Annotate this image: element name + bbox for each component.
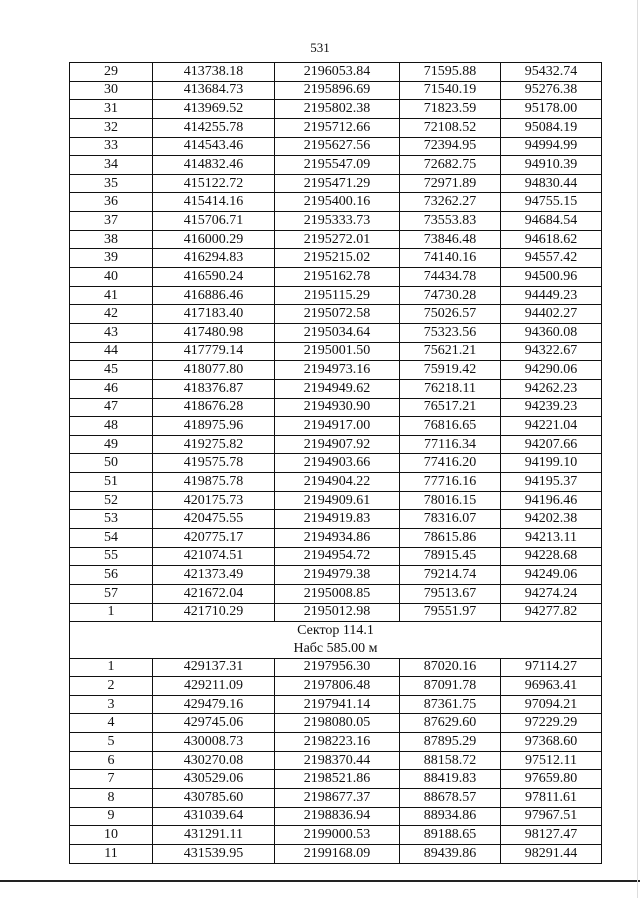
point-number-cell: 9	[70, 807, 153, 826]
coord-y-cell: 2195001.50	[275, 342, 400, 361]
coord-x-cell: 414832.46	[153, 156, 275, 175]
point-number-cell: 50	[70, 454, 153, 473]
coord-x-cell: 418376.87	[153, 379, 275, 398]
coord-x-cell: 416294.83	[153, 249, 275, 268]
table-row	[70, 323, 602, 342]
sector-title: Сектор 114.1	[70, 622, 602, 640]
point-number-cell: 2	[70, 677, 153, 696]
coord-y-cell: 2195034.64	[275, 323, 400, 342]
coord-y-cell: 2195272.01	[275, 230, 400, 249]
local-x-cell: 79214.74	[400, 566, 501, 585]
coord-y-cell: 2195333.73	[275, 212, 400, 231]
local-x-cell: 76816.65	[400, 417, 501, 436]
table-row	[70, 603, 602, 622]
point-number-cell: 6	[70, 751, 153, 770]
local-x-cell: 72394.95	[400, 137, 501, 156]
local-y-cell: 95432.74	[501, 63, 602, 82]
local-x-cell: 79551.97	[400, 603, 501, 622]
local-x-cell: 87091.78	[400, 677, 501, 696]
table-row	[70, 788, 602, 807]
local-x-cell: 71823.59	[400, 100, 501, 119]
coord-y-cell: 2197806.48	[275, 677, 400, 696]
coord-x-cell: 416886.46	[153, 286, 275, 305]
coord-x-cell: 419875.78	[153, 473, 275, 492]
coord-y-cell: 2198677.37	[275, 788, 400, 807]
table-row	[70, 584, 602, 603]
point-number-cell: 1	[70, 603, 153, 622]
coord-x-cell: 418975.96	[153, 417, 275, 436]
local-y-cell: 97114.27	[501, 658, 602, 677]
point-number-cell: 51	[70, 473, 153, 492]
local-x-cell: 75919.42	[400, 361, 501, 380]
point-number-cell: 44	[70, 342, 153, 361]
coord-x-cell: 421373.49	[153, 566, 275, 585]
point-number-cell: 33	[70, 137, 153, 156]
table-row	[70, 844, 602, 863]
point-number-cell: 8	[70, 788, 153, 807]
point-number-cell: 3	[70, 695, 153, 714]
local-y-cell: 95084.19	[501, 118, 602, 137]
point-number-cell: 48	[70, 417, 153, 436]
point-number-cell: 47	[70, 398, 153, 417]
local-x-cell: 78915.45	[400, 547, 501, 566]
local-y-cell: 97967.51	[501, 807, 602, 826]
coord-x-cell: 415122.72	[153, 174, 275, 193]
coord-y-cell: 2194934.86	[275, 529, 400, 548]
table-row	[70, 398, 602, 417]
point-number-cell: 49	[70, 435, 153, 454]
point-number-cell: 11	[70, 844, 153, 863]
local-y-cell: 94195.37	[501, 473, 602, 492]
local-y-cell: 94239.23	[501, 398, 602, 417]
coord-x-cell: 419275.82	[153, 435, 275, 454]
sector-height-row	[70, 640, 602, 658]
local-y-cell: 94221.04	[501, 417, 602, 436]
local-x-cell: 75621.21	[400, 342, 501, 361]
coord-y-cell: 2195802.38	[275, 100, 400, 119]
table-row	[70, 566, 602, 585]
table-row	[70, 658, 602, 677]
coord-y-cell: 2195896.69	[275, 81, 400, 100]
local-y-cell: 94322.67	[501, 342, 602, 361]
table-row	[70, 435, 602, 454]
coord-x-cell: 415706.71	[153, 212, 275, 231]
table-row	[70, 807, 602, 826]
local-x-cell: 87361.75	[400, 695, 501, 714]
coord-y-cell: 2199168.09	[275, 844, 400, 863]
coord-y-cell: 2194949.62	[275, 379, 400, 398]
coord-x-cell: 413738.18	[153, 63, 275, 82]
table-row	[70, 193, 602, 212]
table-row	[70, 529, 602, 548]
coord-x-cell: 417183.40	[153, 305, 275, 324]
local-y-cell: 97811.61	[501, 788, 602, 807]
coord-y-cell: 2195547.09	[275, 156, 400, 175]
coord-x-cell: 413684.73	[153, 81, 275, 100]
local-x-cell: 88678.57	[400, 788, 501, 807]
table-row	[70, 81, 602, 100]
local-x-cell: 89188.65	[400, 826, 501, 845]
local-y-cell: 94618.62	[501, 230, 602, 249]
local-x-cell: 74140.16	[400, 249, 501, 268]
coord-x-cell: 417480.98	[153, 323, 275, 342]
coord-x-cell: 416000.29	[153, 230, 275, 249]
coordinates-table-body	[70, 63, 602, 864]
local-x-cell: 75026.57	[400, 305, 501, 324]
scan-bottom-edge	[0, 880, 640, 882]
local-y-cell: 94213.11	[501, 529, 602, 548]
coord-x-cell: 420175.73	[153, 491, 275, 510]
table-row	[70, 733, 602, 752]
coord-x-cell: 418077.80	[153, 361, 275, 380]
coord-x-cell: 420775.17	[153, 529, 275, 548]
point-number-cell: 29	[70, 63, 153, 82]
local-x-cell: 73553.83	[400, 212, 501, 231]
coord-y-cell: 2195712.66	[275, 118, 400, 137]
local-y-cell: 94830.44	[501, 174, 602, 193]
local-x-cell: 78615.86	[400, 529, 501, 548]
point-number-cell: 7	[70, 770, 153, 789]
coord-x-cell: 429211.09	[153, 677, 275, 696]
local-y-cell: 96963.41	[501, 677, 602, 696]
coord-y-cell: 2197956.30	[275, 658, 400, 677]
table-row	[70, 751, 602, 770]
local-x-cell: 73846.48	[400, 230, 501, 249]
local-x-cell: 87020.16	[400, 658, 501, 677]
coord-x-cell: 431291.11	[153, 826, 275, 845]
table-row	[70, 491, 602, 510]
local-y-cell: 94910.39	[501, 156, 602, 175]
coord-x-cell: 431539.95	[153, 844, 275, 863]
point-number-cell: 54	[70, 529, 153, 548]
point-number-cell: 4	[70, 714, 153, 733]
coord-y-cell: 2195627.56	[275, 137, 400, 156]
point-number-cell: 53	[70, 510, 153, 529]
local-x-cell: 78016.15	[400, 491, 501, 510]
coord-y-cell: 2194930.90	[275, 398, 400, 417]
table-row	[70, 695, 602, 714]
coord-y-cell: 2195400.16	[275, 193, 400, 212]
table-row	[70, 305, 602, 324]
coord-x-cell: 429479.16	[153, 695, 275, 714]
local-y-cell: 97094.21	[501, 695, 602, 714]
coord-y-cell: 2198836.94	[275, 807, 400, 826]
coord-y-cell: 2198080.05	[275, 714, 400, 733]
local-y-cell: 94755.15	[501, 193, 602, 212]
coord-y-cell: 2195012.98	[275, 603, 400, 622]
point-number-cell: 43	[70, 323, 153, 342]
coord-x-cell: 421672.04	[153, 584, 275, 603]
coord-y-cell: 2198521.86	[275, 770, 400, 789]
point-number-cell: 42	[70, 305, 153, 324]
local-x-cell: 76517.21	[400, 398, 501, 417]
local-x-cell: 74730.28	[400, 286, 501, 305]
coord-x-cell: 416590.24	[153, 268, 275, 287]
scan-right-edge	[637, 0, 638, 898]
local-y-cell: 94202.38	[501, 510, 602, 529]
point-number-cell: 36	[70, 193, 153, 212]
coord-x-cell: 421710.29	[153, 603, 275, 622]
point-number-cell: 56	[70, 566, 153, 585]
local-y-cell: 94196.46	[501, 491, 602, 510]
local-y-cell: 97659.80	[501, 770, 602, 789]
coord-y-cell: 2194903.66	[275, 454, 400, 473]
point-number-cell: 39	[70, 249, 153, 268]
coord-x-cell: 430785.60	[153, 788, 275, 807]
coord-x-cell: 418676.28	[153, 398, 275, 417]
local-x-cell: 75323.56	[400, 323, 501, 342]
table-row	[70, 137, 602, 156]
local-y-cell: 94290.06	[501, 361, 602, 380]
local-x-cell: 72971.89	[400, 174, 501, 193]
local-y-cell: 94360.08	[501, 323, 602, 342]
local-y-cell: 98291.44	[501, 844, 602, 863]
local-x-cell: 87629.60	[400, 714, 501, 733]
coord-y-cell: 2194907.92	[275, 435, 400, 454]
point-number-cell: 40	[70, 268, 153, 287]
local-x-cell: 71595.88	[400, 63, 501, 82]
local-y-cell: 94684.54	[501, 212, 602, 231]
coord-y-cell: 2195008.85	[275, 584, 400, 603]
table-row	[70, 770, 602, 789]
point-number-cell: 46	[70, 379, 153, 398]
local-x-cell: 77116.34	[400, 435, 501, 454]
table-row	[70, 249, 602, 268]
table-row	[70, 230, 602, 249]
coord-x-cell: 429745.06	[153, 714, 275, 733]
local-y-cell: 95178.00	[501, 100, 602, 119]
table-row	[70, 379, 602, 398]
table-row	[70, 826, 602, 845]
point-number-cell: 57	[70, 584, 153, 603]
table-row	[70, 510, 602, 529]
local-x-cell: 76218.11	[400, 379, 501, 398]
point-number-cell: 1	[70, 658, 153, 677]
coord-x-cell: 413969.52	[153, 100, 275, 119]
coord-y-cell: 2194909.61	[275, 491, 400, 510]
local-x-cell: 87895.29	[400, 733, 501, 752]
point-number-cell: 38	[70, 230, 153, 249]
coord-y-cell: 2197941.14	[275, 695, 400, 714]
table-row	[70, 677, 602, 696]
coord-y-cell: 2195072.58	[275, 305, 400, 324]
local-y-cell: 94228.68	[501, 547, 602, 566]
coord-y-cell: 2195471.29	[275, 174, 400, 193]
local-x-cell: 88158.72	[400, 751, 501, 770]
table-row	[70, 342, 602, 361]
coord-y-cell: 2195115.29	[275, 286, 400, 305]
coord-y-cell: 2195215.02	[275, 249, 400, 268]
table-row	[70, 473, 602, 492]
coord-x-cell: 417779.14	[153, 342, 275, 361]
local-y-cell: 97512.11	[501, 751, 602, 770]
local-x-cell: 73262.27	[400, 193, 501, 212]
point-number-cell: 45	[70, 361, 153, 380]
local-y-cell: 95276.38	[501, 81, 602, 100]
local-x-cell: 88419.83	[400, 770, 501, 789]
table-row	[70, 156, 602, 175]
local-y-cell: 94274.24	[501, 584, 602, 603]
page-number: 531	[310, 40, 330, 55]
table-row	[70, 417, 602, 436]
local-y-cell: 94249.06	[501, 566, 602, 585]
coord-y-cell: 2195162.78	[275, 268, 400, 287]
local-y-cell: 94199.10	[501, 454, 602, 473]
point-number-cell: 32	[70, 118, 153, 137]
point-number-cell: 5	[70, 733, 153, 752]
local-x-cell: 77416.20	[400, 454, 501, 473]
coord-x-cell: 431039.64	[153, 807, 275, 826]
coord-x-cell: 429137.31	[153, 658, 275, 677]
coord-y-cell: 2199000.53	[275, 826, 400, 845]
local-y-cell: 94262.23	[501, 379, 602, 398]
local-y-cell: 97368.60	[501, 733, 602, 752]
table-row	[70, 361, 602, 380]
point-number-cell: 10	[70, 826, 153, 845]
table-row	[70, 118, 602, 137]
coord-y-cell: 2194954.72	[275, 547, 400, 566]
point-number-cell: 34	[70, 156, 153, 175]
local-y-cell: 94402.27	[501, 305, 602, 324]
point-number-cell: 55	[70, 547, 153, 566]
point-number-cell: 31	[70, 100, 153, 119]
coord-x-cell: 415414.16	[153, 193, 275, 212]
table-row	[70, 454, 602, 473]
local-y-cell: 94277.82	[501, 603, 602, 622]
coordinates-table	[69, 62, 602, 864]
sector-height: Набс 585.00 м	[70, 640, 602, 658]
table-row	[70, 547, 602, 566]
table-row	[70, 63, 602, 82]
table-row	[70, 268, 602, 287]
local-x-cell: 78316.07	[400, 510, 501, 529]
coord-y-cell: 2194973.16	[275, 361, 400, 380]
local-y-cell: 94557.42	[501, 249, 602, 268]
coord-x-cell: 430270.08	[153, 751, 275, 770]
coord-y-cell: 2194904.22	[275, 473, 400, 492]
table-row	[70, 714, 602, 733]
table-row	[70, 212, 602, 231]
coord-x-cell: 414255.78	[153, 118, 275, 137]
local-x-cell: 74434.78	[400, 268, 501, 287]
point-number-cell: 41	[70, 286, 153, 305]
point-number-cell: 30	[70, 81, 153, 100]
point-number-cell: 35	[70, 174, 153, 193]
local-x-cell: 77716.16	[400, 473, 501, 492]
local-x-cell: 88934.86	[400, 807, 501, 826]
coord-x-cell: 430008.73	[153, 733, 275, 752]
local-y-cell: 94449.23	[501, 286, 602, 305]
local-y-cell: 98127.47	[501, 826, 602, 845]
point-number-cell: 37	[70, 212, 153, 231]
sector-title-row	[70, 622, 602, 640]
local-y-cell: 94994.99	[501, 137, 602, 156]
coord-x-cell: 430529.06	[153, 770, 275, 789]
local-x-cell: 79513.67	[400, 584, 501, 603]
local-y-cell: 97229.29	[501, 714, 602, 733]
local-x-cell: 71540.19	[400, 81, 501, 100]
coord-x-cell: 421074.51	[153, 547, 275, 566]
local-x-cell: 72108.52	[400, 118, 501, 137]
table-row	[70, 174, 602, 193]
coord-x-cell: 414543.46	[153, 137, 275, 156]
local-y-cell: 94207.66	[501, 435, 602, 454]
coord-y-cell: 2194919.83	[275, 510, 400, 529]
coord-y-cell: 2198223.16	[275, 733, 400, 752]
coord-y-cell: 2198370.44	[275, 751, 400, 770]
coord-x-cell: 419575.78	[153, 454, 275, 473]
table-row	[70, 100, 602, 119]
table-row	[70, 286, 602, 305]
coord-y-cell: 2194917.00	[275, 417, 400, 436]
local-x-cell: 89439.86	[400, 844, 501, 863]
local-x-cell: 72682.75	[400, 156, 501, 175]
coord-y-cell: 2196053.84	[275, 63, 400, 82]
coord-y-cell: 2194979.38	[275, 566, 400, 585]
local-y-cell: 94500.96	[501, 268, 602, 287]
coord-x-cell: 420475.55	[153, 510, 275, 529]
point-number-cell: 52	[70, 491, 153, 510]
